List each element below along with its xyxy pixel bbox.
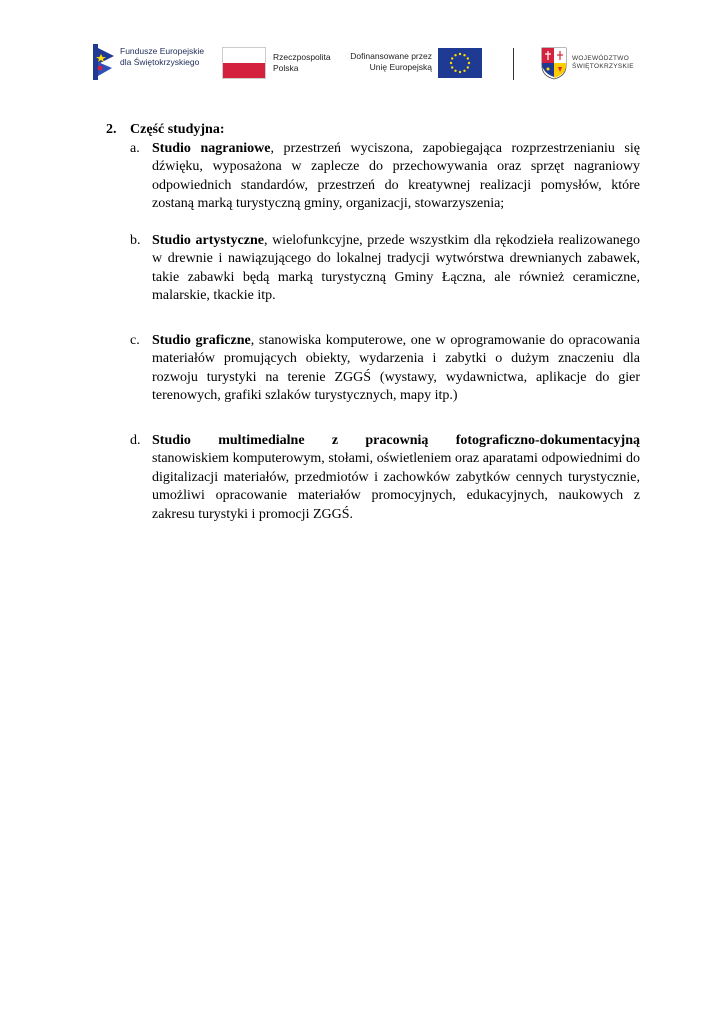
list-item: [106, 232, 640, 306]
list-item-letter: c.: [130, 332, 140, 348]
unia-europejska-logo: [348, 48, 488, 80]
fundusze-europejskie-logo: [92, 42, 212, 84]
list-item-letter: a.: [130, 140, 140, 156]
list-item-text: , przestrzeń wyciszona, zapobiegająca rozprzestrzenianiu się dźwięku, wyposażona w zaplecze do przechowywania oraz sprzęt nagraniowy odpowiednich standardów, przestrzeń do kreatywnej realizacji pomysłów, które zostaną marką turystyczną gminy, organizacji, stowarzyszenia;: [152, 140, 640, 211]
list-item-letter: d.: [130, 432, 141, 448]
list-item-bold-title: Studio nagraniowe: [152, 140, 271, 156]
section-heading: [106, 121, 640, 140]
eu-flag-icon: [438, 48, 482, 78]
list-item-letter: b.: [130, 232, 141, 248]
fe-logo-text: [120, 46, 204, 68]
rp-logo-line1: Rzeczpospolita: [273, 52, 331, 62]
fe-logo-line2: dla Świętokrzyskiego: [120, 57, 200, 67]
sw-logo-text: [572, 55, 634, 71]
logo-separator: [513, 48, 514, 80]
ue-logo-line2: Unię Europejską: [369, 62, 432, 72]
header-logos: [0, 42, 724, 84]
rzeczpospolita-polska-logo: [222, 47, 332, 79]
list-item: [106, 432, 640, 525]
document-body: [106, 121, 640, 524]
list-item: [106, 140, 640, 214]
list-item-text: , stanowiska komputerowe, one w oprogramowanie do opracowania materiałów promujących obiekty, wydarzenia i zabytki o dużym znaczeniu dla rozwoju turystyki na terenie ZGGŚ (wystawy, wydawnictwa, aplikacje do gier terenowych, grafiki szlaków turystycznych, mapy itp.): [152, 332, 640, 403]
swietokrzyskie-crest-icon: [540, 46, 568, 80]
list-item: [106, 332, 640, 406]
fe-logo-line1: Fundusze Europejskie: [120, 46, 205, 56]
fe-emblem-icon: [92, 42, 116, 82]
ue-logo-text: [348, 51, 432, 73]
list-item-text: stanowiskiem komputerowym, stołami, oświetleniem oraz aparatami odpowiednimi do digitalizacji materiałów, przedmiotów i zachowków zabytków cennych turystycznie, umożliwi opracowanie materiałów promocyjnych, edukacyjnych, naukowych z zakresu turystyki i promocji ZGGŚ.: [152, 451, 640, 522]
sw-logo-line1: WOJEWÓDZTWO: [572, 55, 630, 62]
list-item-bold-title: Studio graficzne: [152, 332, 251, 348]
section-number: 2.: [106, 122, 117, 137]
ue-logo-line1: Dofinansowane przez: [350, 51, 432, 61]
wojewodztwo-swietokrzyskie-logo: [540, 46, 660, 82]
list-item-bold-title: Studio artystyczne: [152, 232, 264, 248]
list-item-bold-title: Studio multimedialne z pracownią fotograficzno-dokumentacyjną: [152, 432, 640, 448]
list-item-text: , wielofunkcyjne, przede wszystkim dla rękodzieła realizowanego w drewnie i nawiązującego do lokalnej tradycji wytwórstwa drewnianych zabawek, takie zabawki będą marką turystyczną Gminy Łączna, ale również ceramiczne, malarskie, tkackie itp.: [152, 232, 640, 303]
polish-flag-icon: [222, 47, 266, 79]
section-title: Część studyjna:: [130, 122, 225, 137]
rp-logo-line2: Polska: [273, 63, 299, 73]
rp-logo-text: [273, 52, 331, 74]
sw-logo-line2: ŚWIĘTOKRZYSKIE: [572, 63, 634, 70]
